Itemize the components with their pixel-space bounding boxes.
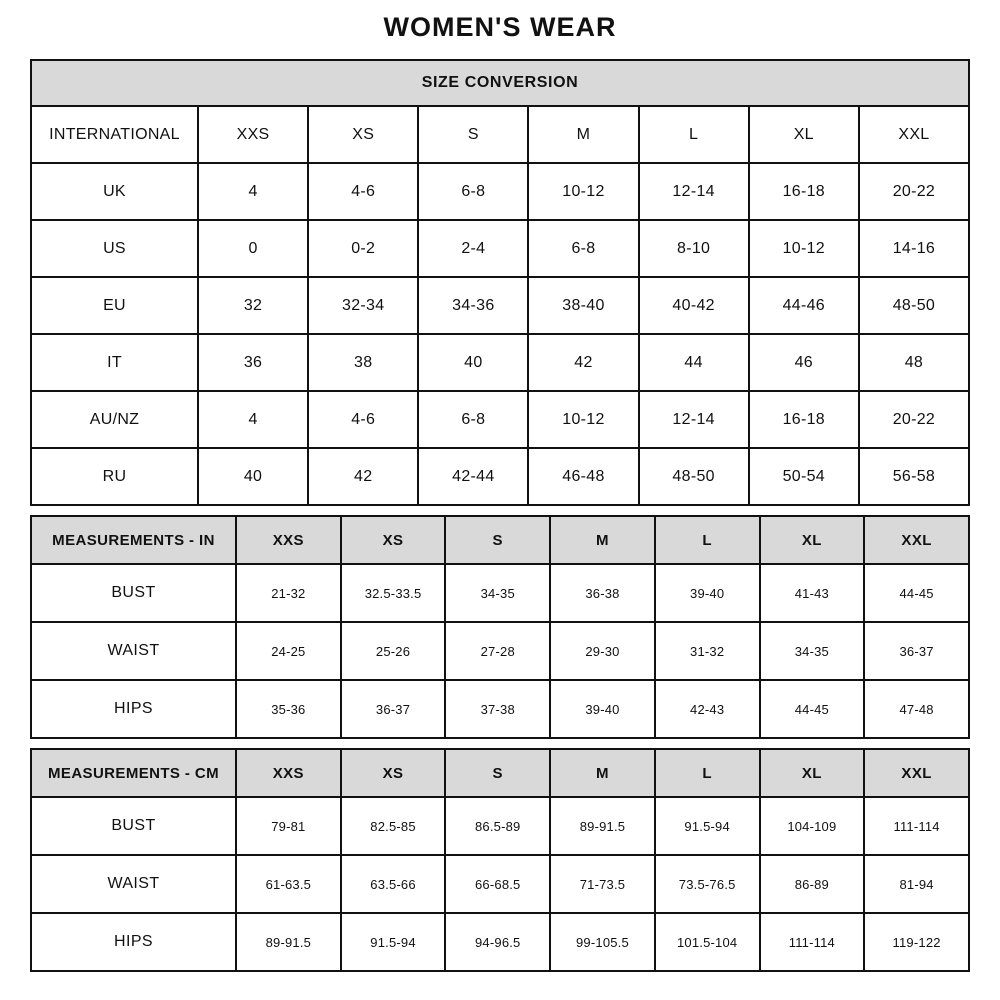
column-header: S [418, 106, 528, 163]
table-cell: 42 [308, 448, 418, 505]
table-cell: 14-16 [859, 220, 969, 277]
table-cell: 73.5-76.5 [655, 855, 760, 913]
table-cell: 34-35 [445, 564, 550, 622]
column-header: XXL [864, 516, 969, 564]
column-header: XXL [864, 749, 969, 797]
column-header: S [445, 749, 550, 797]
header-row [31, 749, 969, 797]
table-cell: 36-38 [550, 564, 655, 622]
column-header: XL [760, 516, 865, 564]
table-cell: 40 [198, 448, 308, 505]
table-cell: 2-4 [418, 220, 528, 277]
table-cell: 119-122 [864, 913, 969, 971]
table-row [31, 797, 969, 855]
table-row [31, 163, 969, 220]
table-title: SIZE CONVERSION [31, 60, 969, 106]
row-label: RU [31, 448, 198, 505]
column-header: XXS [198, 106, 308, 163]
table-cell: 61-63.5 [236, 855, 341, 913]
table-cell: 111-114 [864, 797, 969, 855]
header-row [31, 106, 969, 163]
row-label: US [31, 220, 198, 277]
table-cell: 44-46 [749, 277, 859, 334]
table-row [31, 913, 969, 971]
table-cell: 39-40 [550, 680, 655, 738]
table-cell: 24-25 [236, 622, 341, 680]
table-cell: 10-12 [749, 220, 859, 277]
column-header: XS [308, 106, 418, 163]
table-cell: 35-36 [236, 680, 341, 738]
table-cell: 16-18 [749, 163, 859, 220]
column-header: L [655, 749, 760, 797]
column-header: INTERNATIONAL [31, 106, 198, 163]
table-cell: 4-6 [308, 163, 418, 220]
table-cell: 40-42 [639, 277, 749, 334]
table-cell: 4 [198, 163, 308, 220]
table-title: MEASUREMENTS - CM [31, 749, 236, 797]
table-cell: 86.5-89 [445, 797, 550, 855]
measurements-in-table [30, 515, 970, 739]
table-cell: 111-114 [760, 913, 865, 971]
table-cell: 56-58 [859, 448, 969, 505]
table-cell: 44-45 [864, 564, 969, 622]
table-cell: 32.5-33.5 [341, 564, 446, 622]
table-cell: 44-45 [760, 680, 865, 738]
column-header: XXL [859, 106, 969, 163]
column-header: XS [341, 516, 446, 564]
table-row [31, 855, 969, 913]
row-label: AU/NZ [31, 391, 198, 448]
table-cell: 6-8 [528, 220, 638, 277]
column-header: XL [749, 106, 859, 163]
table-cell: 91.5-94 [341, 913, 446, 971]
table-cell: 82.5-85 [341, 797, 446, 855]
table-row [31, 220, 969, 277]
table-title-row [31, 60, 969, 106]
table-cell: 42-43 [655, 680, 760, 738]
table-cell: 12-14 [639, 163, 749, 220]
table-cell: 38-40 [528, 277, 638, 334]
row-label: UK [31, 163, 198, 220]
table-cell: 94-96.5 [445, 913, 550, 971]
table-cell: 31-32 [655, 622, 760, 680]
table-cell: 79-81 [236, 797, 341, 855]
table-cell: 36 [198, 334, 308, 391]
column-header: M [528, 106, 638, 163]
table-cell: 34-35 [760, 622, 865, 680]
table-cell: 10-12 [528, 163, 638, 220]
table-cell: 36-37 [864, 622, 969, 680]
table-cell: 48-50 [639, 448, 749, 505]
table-cell: 37-38 [445, 680, 550, 738]
column-header: M [550, 749, 655, 797]
table-cell: 47-48 [864, 680, 969, 738]
column-header: XXS [236, 516, 341, 564]
table-cell: 8-10 [639, 220, 749, 277]
table-cell: 34-36 [418, 277, 528, 334]
column-header: XXS [236, 749, 341, 797]
header-row [31, 516, 969, 564]
table-cell: 99-105.5 [550, 913, 655, 971]
table-cell: 101.5-104 [655, 913, 760, 971]
table-cell: 86-89 [760, 855, 865, 913]
table-cell: 46 [749, 334, 859, 391]
table-cell: 4-6 [308, 391, 418, 448]
table-cell: 6-8 [418, 163, 528, 220]
table-cell: 27-28 [445, 622, 550, 680]
table-cell: 71-73.5 [550, 855, 655, 913]
row-label: EU [31, 277, 198, 334]
table-cell: 89-91.5 [236, 913, 341, 971]
table-cell: 21-32 [236, 564, 341, 622]
table-row [31, 391, 969, 448]
table-cell: 6-8 [418, 391, 528, 448]
table-cell: 39-40 [655, 564, 760, 622]
table-row [31, 334, 969, 391]
table-cell: 48 [859, 334, 969, 391]
table-cell: 25-26 [341, 622, 446, 680]
column-header: XS [341, 749, 446, 797]
row-label: WAIST [31, 855, 236, 913]
table-row [31, 277, 969, 334]
table-cell: 0 [198, 220, 308, 277]
table-cell: 20-22 [859, 391, 969, 448]
column-header: XL [760, 749, 865, 797]
table-row [31, 680, 969, 738]
column-header: L [655, 516, 760, 564]
row-label: WAIST [31, 622, 236, 680]
row-label: BUST [31, 797, 236, 855]
page-title: WOMEN'S WEAR [383, 12, 617, 42]
table-cell: 46-48 [528, 448, 638, 505]
row-label: BUST [31, 564, 236, 622]
table-cell: 81-94 [864, 855, 969, 913]
table-cell: 36-37 [341, 680, 446, 738]
table-row [31, 622, 969, 680]
table-cell: 42 [528, 334, 638, 391]
table-row [31, 448, 969, 505]
table-cell: 63.5-66 [341, 855, 446, 913]
table-cell: 91.5-94 [655, 797, 760, 855]
column-header: L [639, 106, 749, 163]
table-cell: 16-18 [749, 391, 859, 448]
size-conversion-table [30, 59, 970, 506]
row-label: IT [31, 334, 198, 391]
row-label: HIPS [31, 680, 236, 738]
table-cell: 38 [308, 334, 418, 391]
table-cell: 32-34 [308, 277, 418, 334]
measurements-cm-table [30, 748, 970, 972]
table-cell: 4 [198, 391, 308, 448]
row-label: HIPS [31, 913, 236, 971]
table-cell: 0-2 [308, 220, 418, 277]
column-header: S [445, 516, 550, 564]
table-cell: 29-30 [550, 622, 655, 680]
table-cell: 40 [418, 334, 528, 391]
table-cell: 12-14 [639, 391, 749, 448]
table-cell: 42-44 [418, 448, 528, 505]
table-row [31, 564, 969, 622]
column-header: M [550, 516, 655, 564]
table-cell: 44 [639, 334, 749, 391]
table-cell: 50-54 [749, 448, 859, 505]
table-cell: 66-68.5 [445, 855, 550, 913]
table-cell: 20-22 [859, 163, 969, 220]
table-cell: 48-50 [859, 277, 969, 334]
table-title: MEASUREMENTS - IN [31, 516, 236, 564]
table-cell: 89-91.5 [550, 797, 655, 855]
table-cell: 41-43 [760, 564, 865, 622]
table-cell: 10-12 [528, 391, 638, 448]
table-cell: 104-109 [760, 797, 865, 855]
table-cell: 32 [198, 277, 308, 334]
